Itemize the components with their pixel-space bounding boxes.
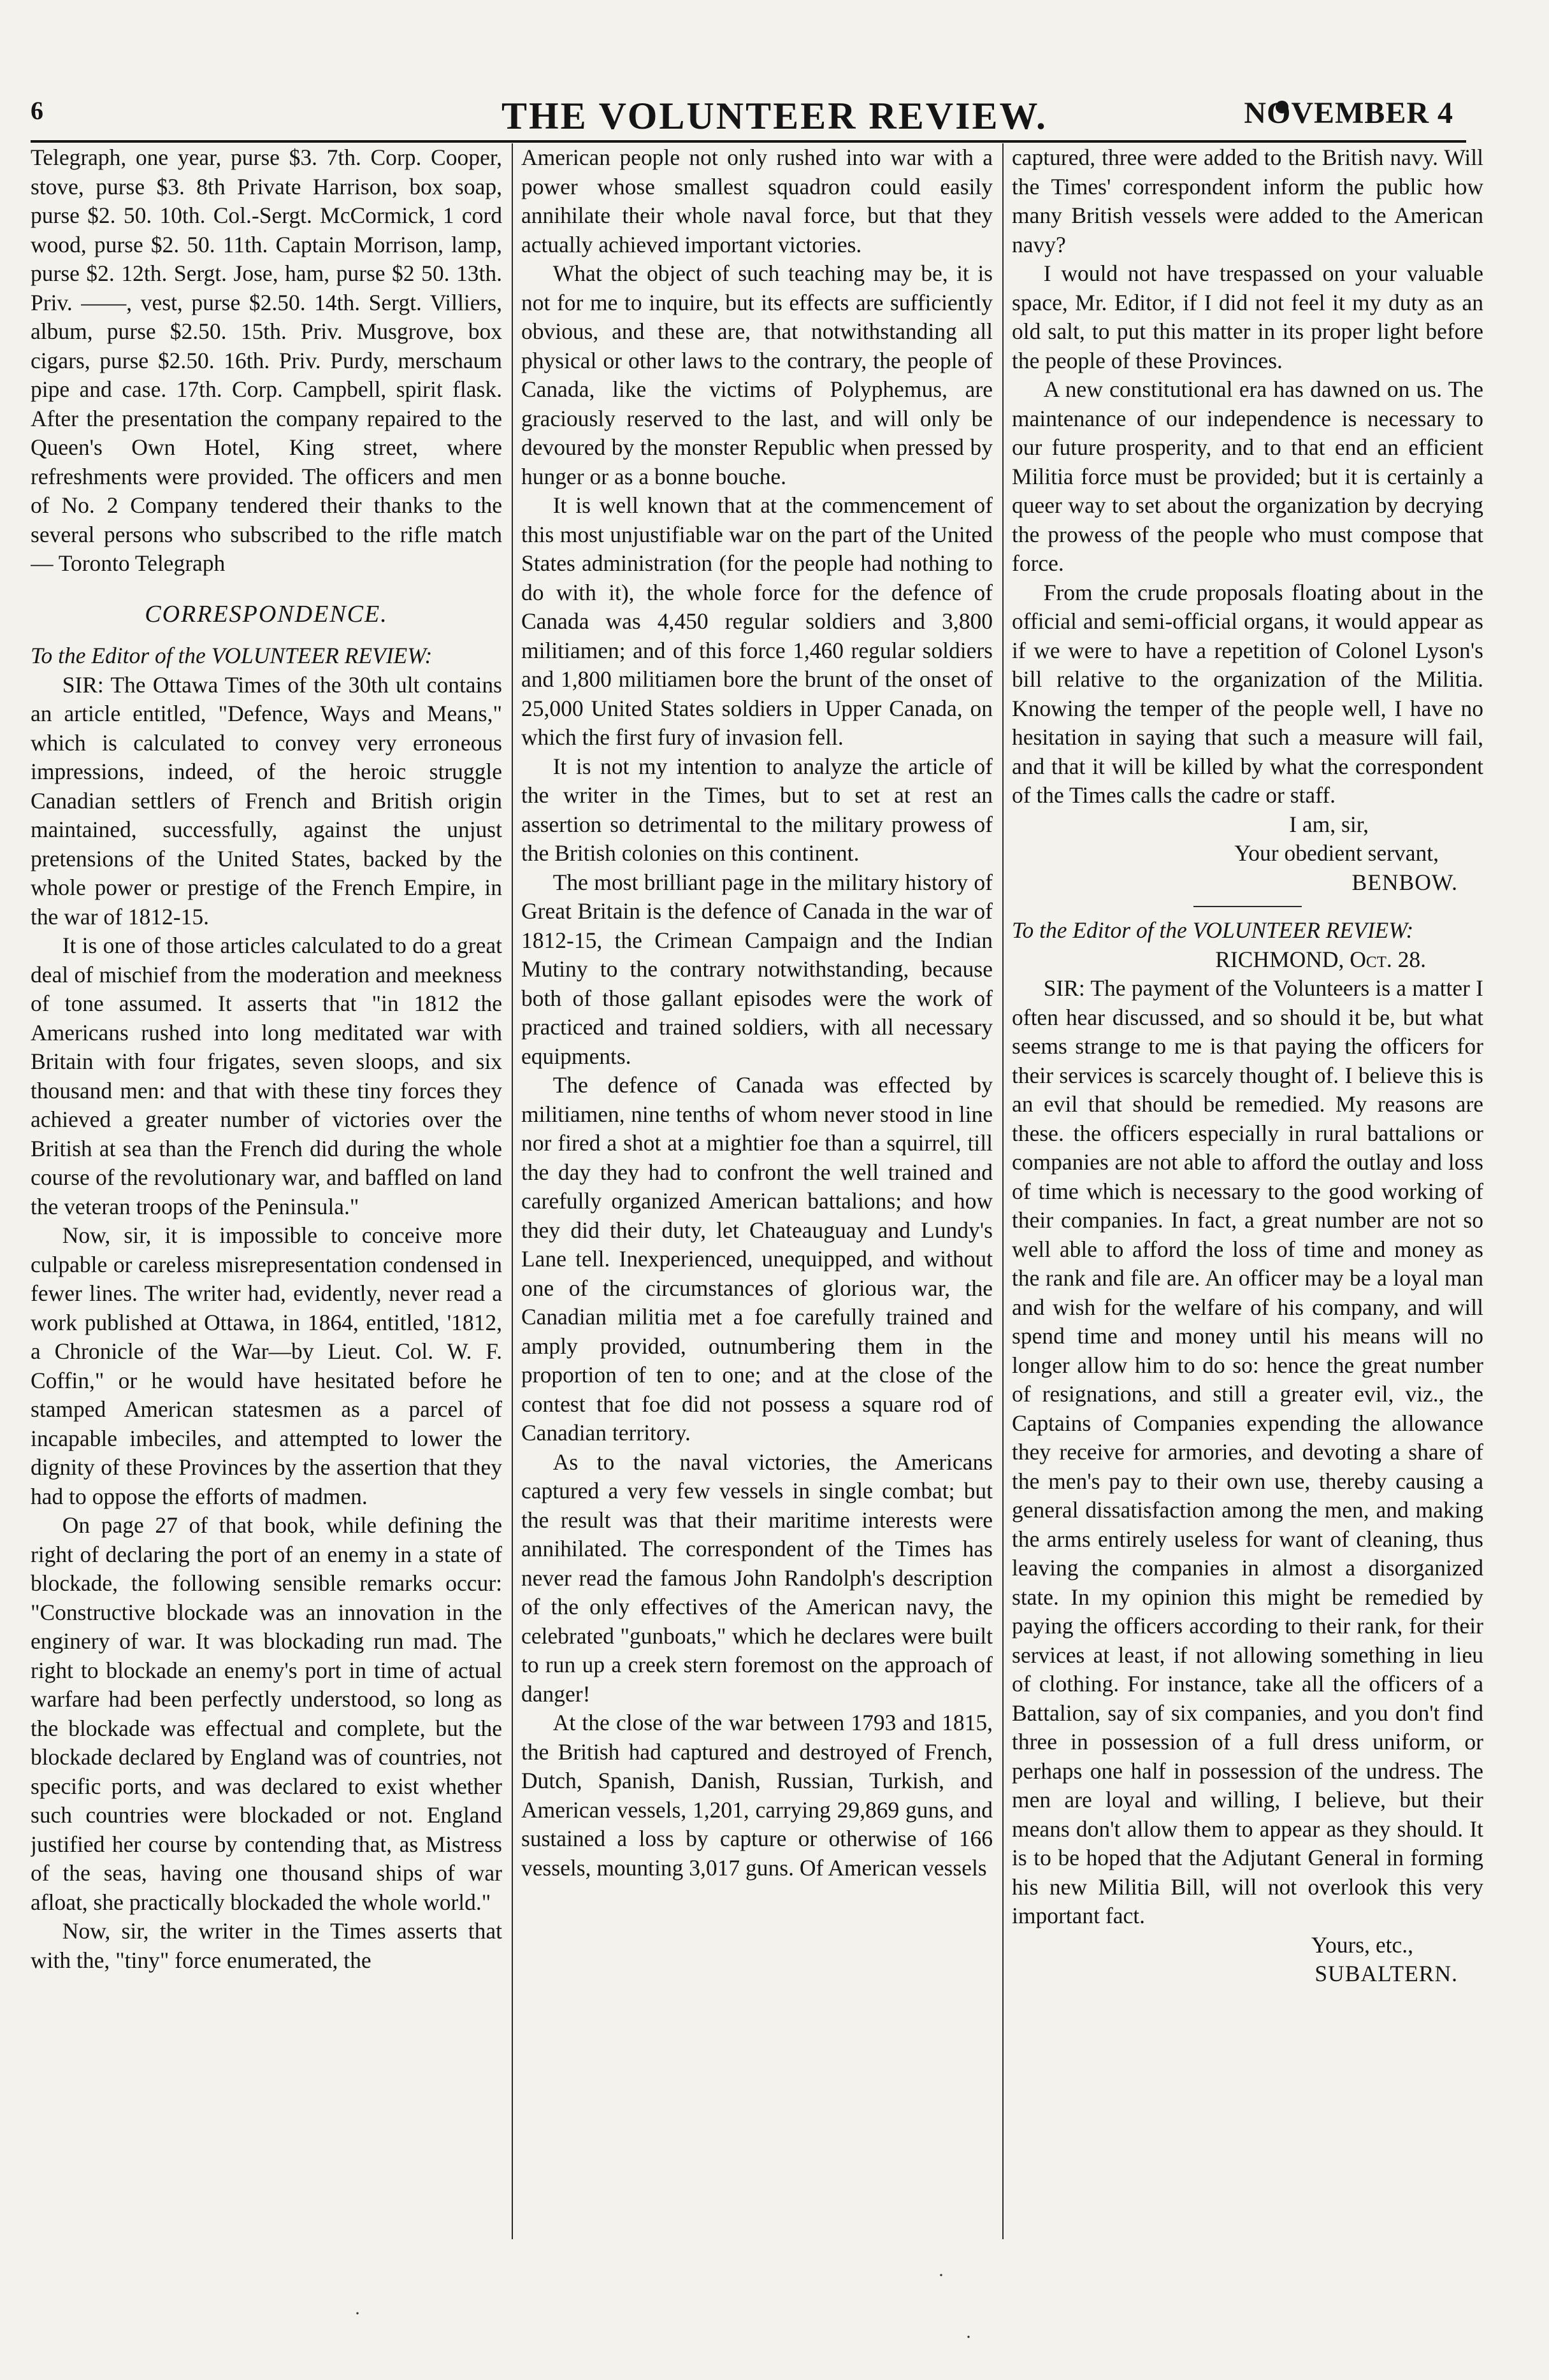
paragraph: The most brilliant page in the military history of Great Britain is the defence of Canada in the war of 1812-15, the Crimean Campaign and the Indian Mutiny to the contrary notwithstanding, because both of those gallant episodes were the work of practiced and trained soldiers, with all necessary equipments.	[521, 869, 993, 1069]
column-divider	[512, 143, 513, 2239]
column-2	[521, 143, 993, 2246]
section-divider	[1193, 906, 1302, 907]
paragraph: American people not only rushed into war with a power whose smallest squadron could easily annihilate their whole naval force, but that they actually achieved important victories.	[521, 145, 993, 257]
column-divider	[1002, 143, 1004, 2239]
column-1	[31, 143, 502, 2246]
letter-address: To the Editor of the VOLUNTEER REVIEW:	[1012, 917, 1414, 943]
paragraph: From the crude proposals floating about in the official and semi-official organs, it would appear as if we were to have a repetition of Colonel Lyson's bill relative to the organization of the Militia. Knowing the temper of the people well, I have no hesitation in saying that such a measure will fail, and that it will be killed by what the correspondent of the Times calls the cadre or staff.	[1012, 579, 1483, 808]
print-speck: ·	[938, 2265, 944, 2286]
paragraph: Now, sir, it is impossible to conceive more culpable or careless misrepresentation condensed in fewer lines. The writer had, evidently, never read a work published at Ottawa, in 1864, entitled, '1812, a Chronicle of the War—by Lieut. Col. W. F. Coffin," or he would have hesitated before he stamped American statesmen as a parcel of incapable imbeciles, and attempted to lower the dignity of these Provinces by the assertion that they had to oppose the efforts of madmen.	[31, 1222, 502, 1509]
paragraph: captured, three were added to the British navy. Will the Times' correspondent inform the public how many British vessels were added to the American navy?	[1012, 145, 1483, 257]
letter-signoff: Yours, etc.,	[1311, 1932, 1413, 1958]
paragraph: As to the naval victories, the Americans captured a very few vessels in single combat; but the result was that their maritime interests were annihilated. The correspondent of the Times has never read the famous John Randolph's description of the only effectives of the American navy, the celebrated "gunboats," which he declares were built to run up a creek stern foremost on the approach of danger!	[521, 1449, 993, 1707]
paragraph: Now, sir, the writer in the Times asserts that with the, "tiny" force enumerated, the	[31, 1918, 502, 1973]
paragraph: A new constitutional era has dawned on us. The maintenance of our independence is necessary to our future prosperity, and to that end an efficient Militia force must be provided; but it is certainly a queer way to set about the organization by decrying the prowess of the people who must compose that force.	[1012, 376, 1483, 576]
letter-closing: Your obedient servant,	[1234, 840, 1439, 866]
column-3	[1012, 143, 1483, 2246]
paragraph: I would not have trespassed on your valuable space, Mr. Editor, if I did not feel it my duty as an old salt, to put this matter in its proper light before the people of these Provinces.	[1012, 261, 1483, 373]
letter-closing: I am, sir,	[1289, 811, 1369, 837]
issue-date: NOVEMBER 4	[1244, 96, 1453, 130]
paragraph: It is well known that at the commencement of this most unjustifiable war on the part of the United States administration (for the people had nothing to do with it), the whole force for the defence of Canada was 4,450 regular soldiers and 3,800 militiamen; and of this force 1,460 regular soldiers and 1,800 militiamen bore the brunt of the onset of 25,000 United States soldiers in Upper Canada, on which the first fury of invasion fell.	[521, 492, 993, 750]
print-speck: ·	[354, 2303, 361, 2324]
letter-address: To the Editor of the VOLUNTEER REVIEW:	[31, 643, 433, 668]
section-title: CORRESPONDENCE.	[145, 600, 388, 627]
paragraph: SIR: The Ottawa Times of the 30th ult contains an article entitled, "Defence, Ways and Means," which is calculated to convey very erroneous impressions, indeed, of the heroic struggle Canadian settlers of French and British origin maintained, successfully, against the unjust pretensions of the United States, backed by the whole power or prestige of the French Empire, in the war of 1812-15.	[31, 671, 502, 929]
paragraph: Telegraph, one year, purse $3. 7th. Corp. Cooper, stove, purse $3. 8th Private Harrison, box soap, purse $2. 50. 10th. Col.-Sergt. McCormick, 1 cord wood, purse $2. 50. 11th. Captain Morrison, lamp, purse $2. 12th. Sergt. Jose, ham, purse $2 50. 13th. Priv. ——, vest, purse $2.50. 14th. Sergt. Villiers, album, purse $2.50. 15th. Priv. Musgrove, box cigars, purse $2.50. 16th. Priv. Purdy, merschaum pipe and case. 17th. Corp. Campbell, spirit flask. After the presentation the company repaired to the Queen's Own Hotel, King street, where refreshments were provided. The officers and men of No. 2 Company tendered their thanks to the several persons who subscribed to the rifle match — Toronto Telegraph	[31, 145, 502, 576]
paragraph: It is one of those articles calculated to do a great deal of mischief from the moderation and meekness of tone assumed. It asserts that "in 1812 the Americans rushed into long meditated war with Britain with four frigates, seven sloops, and six thousand men: and that with these tiny forces they achieved a greater number of victories over the British at sea than the French did during the whole course of the revolutionary war, and baffled on land the veteran troops of the Peninsula."	[31, 933, 502, 1219]
paragraph: On page 27 of that book, while defining the right of declaring the port of an enemy in a state of blockade, the following sensible remarks occur: "Constructive blockade was an innovation in the enginery of war. It was blockading run mad. The right to blockade an enemy's port in time of actual warfare had been perfectly understood, so long as the blockade was effectual and complete, but the blockade declared by England was of countries, not specific ports, and was declared to exist whether such countries were blockaded or not. England justified her course by contending that, as Mistress of the seas, having one thousand ships of war afloat, she practically blockaded the whole world."	[31, 1512, 502, 1915]
page-number: 6	[31, 96, 43, 125]
signature: BENBOW.	[1351, 869, 1458, 895]
page-header	[0, 0, 1549, 137]
signature: SUBALTERN.	[1315, 1961, 1458, 1986]
header-rule	[31, 140, 1466, 143]
paragraph: What the object of such teaching may be, it is not for me to inquire, but its effects are sufficiently obvious, and these are, that notwithstanding all physical or other laws to the contrary, the people of Canada, like the victims of Polyphemus, are graciously reserved to the last, and will only be devoured by the monster Republic when pressed by hunger or as a bonne bouche.	[521, 261, 993, 489]
paragraph: The defence of Canada was effected by militiamen, nine tenths of whom never stood in line nor fired a shot at a mightier foe than a squirrel, till the day they had to confront the well trained and carefully organized American battalions; and how they did their duty, let Chateauguay and Lundy's Lane tell. Inexperienced, unequipped, and without one of the circumstances of glorious war, the Canadian militia met a foe carefully trained and amply provided, outnumbering them in the proportion of ten to one; and at the close of the contest that foe did not possess a square rod of Canadian territory.	[521, 1072, 993, 1445]
print-speck: ·	[965, 2326, 972, 2348]
paragraph: SIR: The payment of the Volunteers is a matter I often hear discussed, and so should it be, but what seems strange to me is that paying the officers for their services is scarcely thought of. I believe this is an evil that should be remedied. My reasons are these. the officers especially in rural battalions or companies are not able to afford the outlay and loss of time which is necessary to the good working of their companies. In fact, a great number are not so well able to afford the loss of time and money as the rank and file are. An officer may be a loyal man and wish for the welfare of his company, and will spend time and money until his means will no longer allow him to do so: hence the great number of resignations, and still a greater evil, viz., the Captains of Companies expending the allowance they receive for armories, and devoting a share of the men's pay to their own use, thereby causing a general dissatisfaction among the men, and making the arms entirely useless for want of cleaning, thus leaving the companies in almost a disorganized state. In my opinion this might be remedied by paying the officers according to their rank, for their services at least, if not allowing something in lieu of clothing. For instance, take all the officers of a Battalion, say of six companies, and you don't find three in possession of a full dress uniform, or perhaps one half in possession of the undress. The men are loyal and willing, I believe, but their means don't allow them to appear as they should. It is to be hoped that the Adjutant General in forming his new Militia Bill, will not overlook this very important fact.	[1012, 975, 1483, 1928]
masthead-title: THE VOLUNTEER REVIEW.	[501, 95, 1048, 137]
paragraph: It is not my intention to analyze the article of the writer in the Times, but to set at rest an assertion so detrimental to the military prowess of the British colonies on this continent.	[521, 753, 993, 866]
paragraph: At the close of the war between 1793 and 1815, the British had captured and destroyed of French, Dutch, Spanish, Danish, Russian, Turkish, and American vessels, 1,201, carrying 29,869 guns, and sustained a loss by capture or otherwise of 166 vessels, mounting 3,017 guns. Of American vessels	[521, 1710, 993, 1881]
dateline: RICHMOND, Oct. 28.	[1215, 946, 1426, 972]
